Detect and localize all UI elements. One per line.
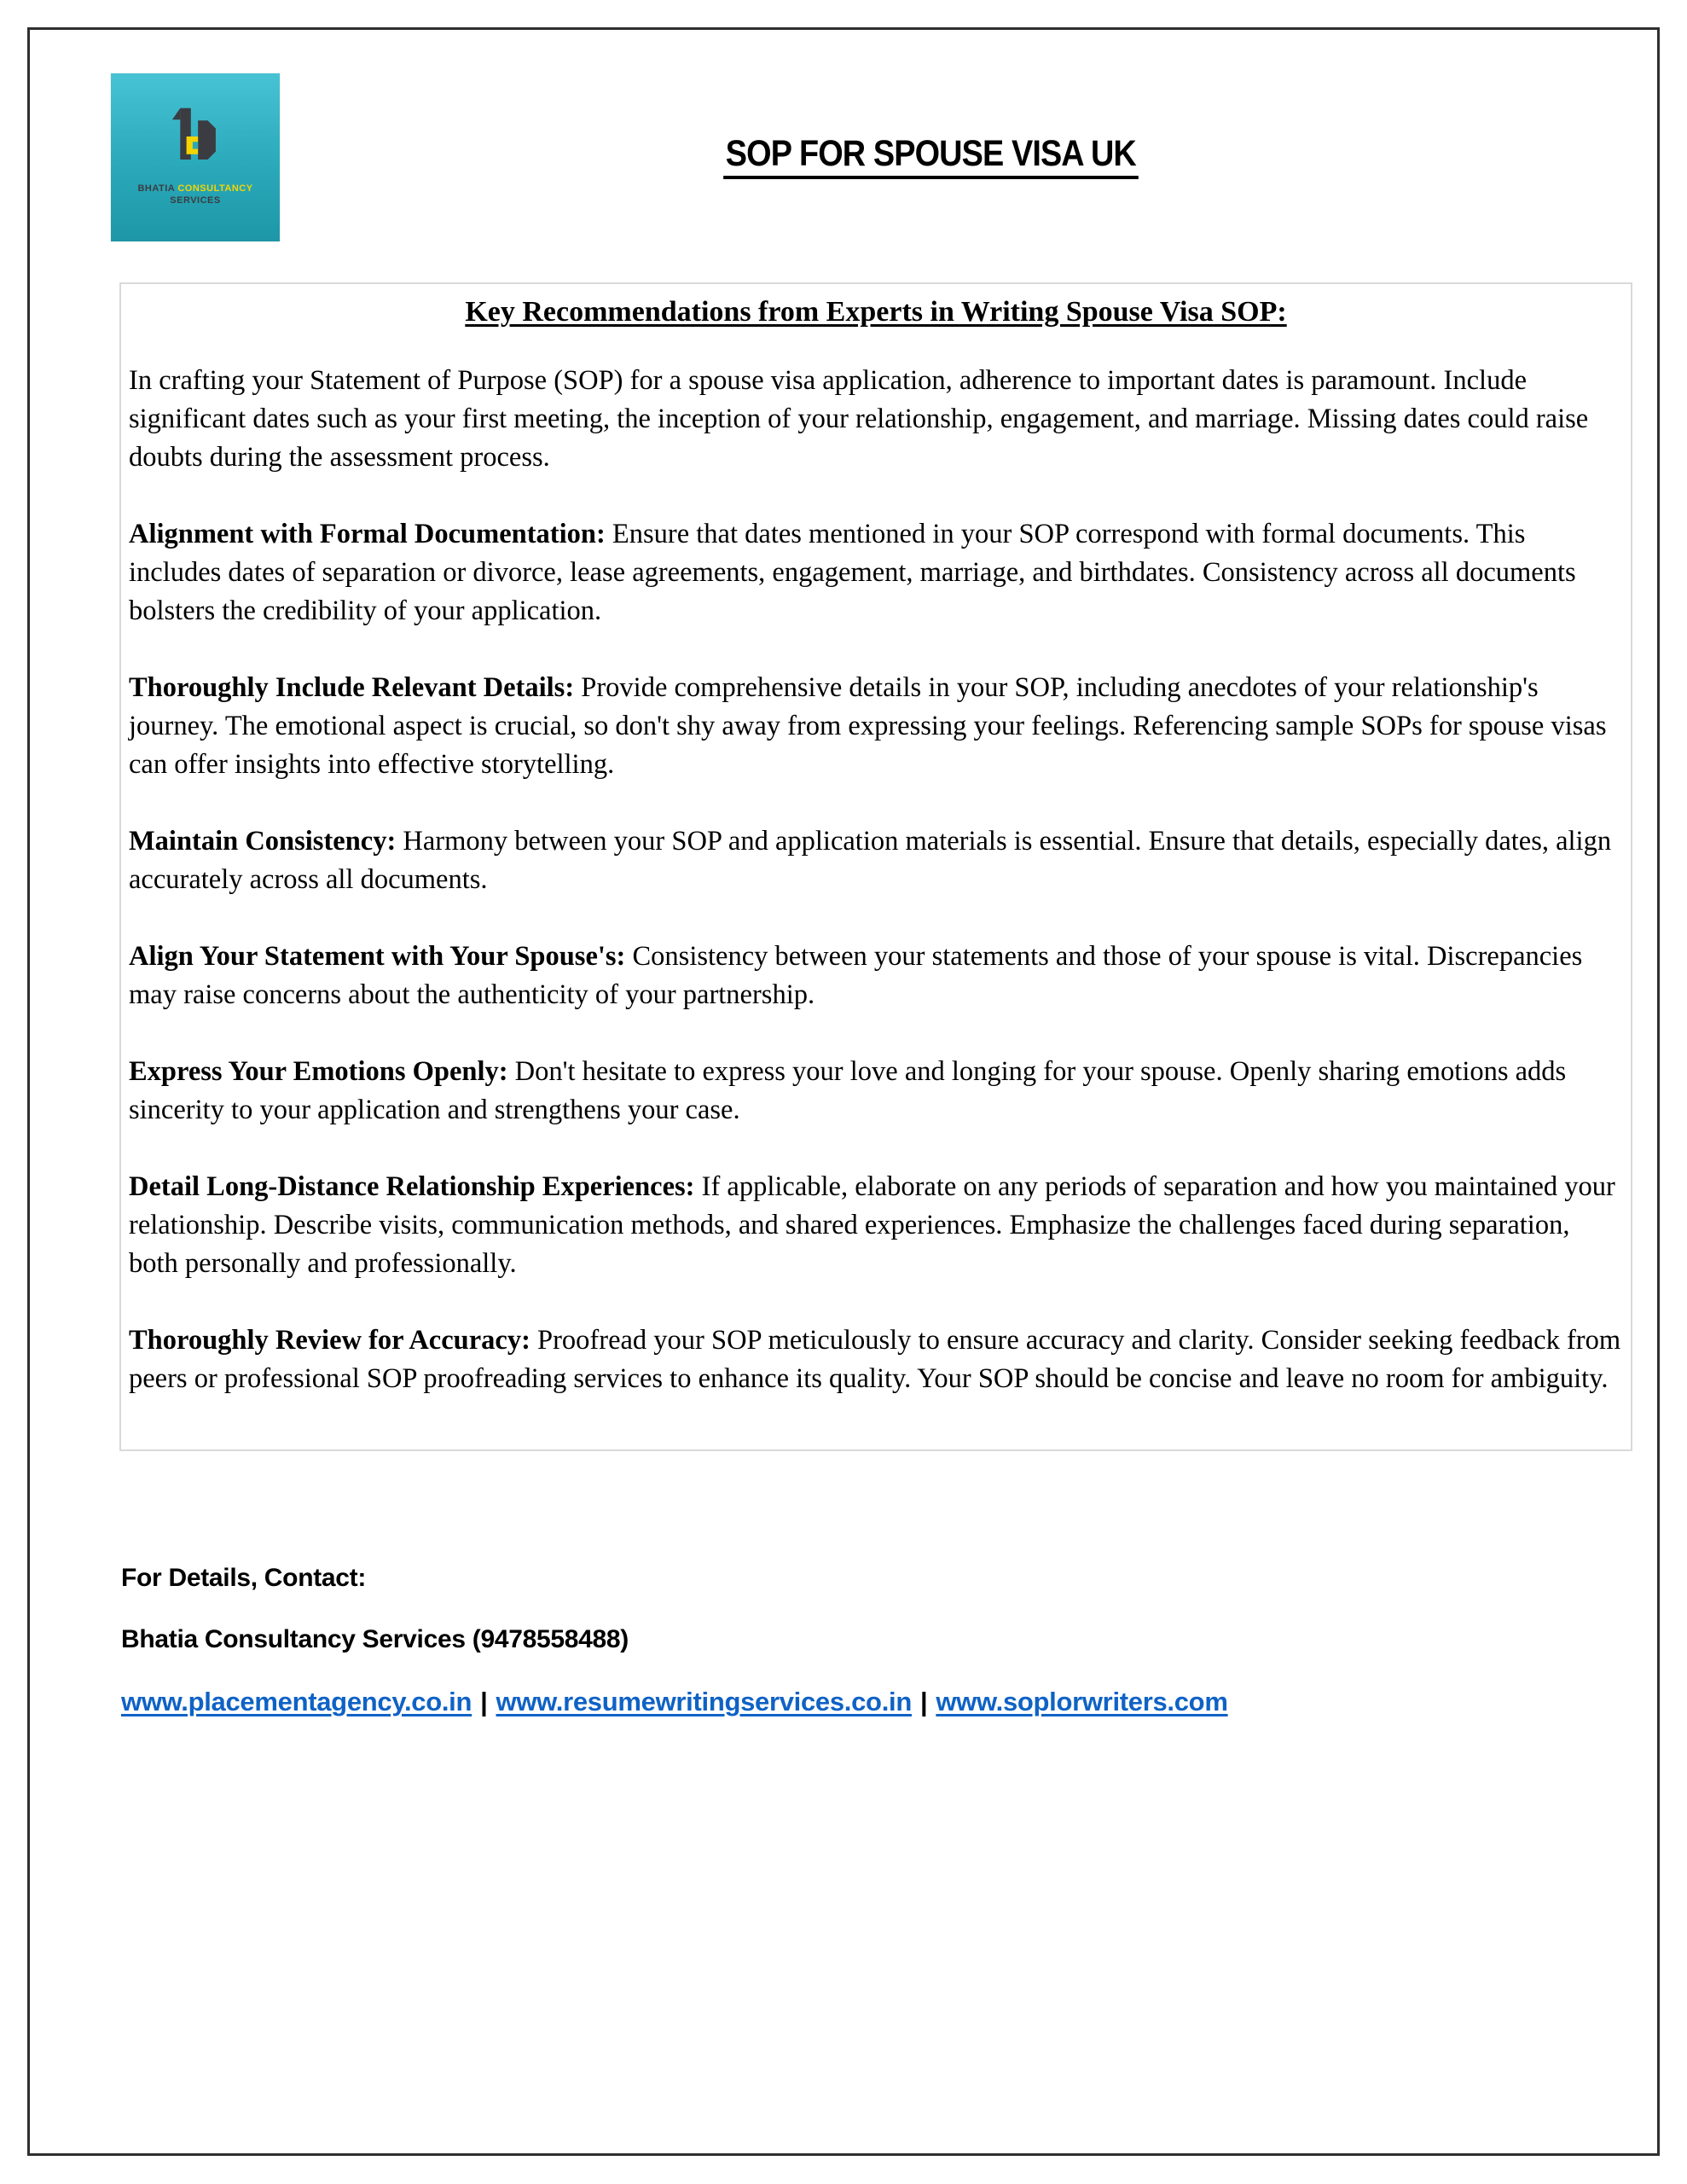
recommendation-text: If applicable, elaborate on any periods of separation and how you maintained your relationship. Describe visits, communication methods, and shared experiences. Emphasize the challenges faced during separation, both personally and professionally.: [129, 1171, 1615, 1279]
recommendation-label: Alignment with Formal Documentation:: [129, 519, 606, 549]
link-placementagency[interactable]: www.placementagency.co.in: [121, 1687, 472, 1716]
link-separator: |: [919, 1687, 928, 1716]
link-soplorwriters[interactable]: www.soplorwriters.com: [936, 1687, 1228, 1716]
page-title: SOP FOR SPOUSE VISA UK: [723, 133, 1138, 179]
section-heading: Key Recommendations from Experts in Writing Spouse Visa SOP:: [465, 296, 1287, 328]
link-resumewritingservices[interactable]: www.resumewritingservices.co.in: [496, 1687, 912, 1716]
website-links: [121, 1686, 1228, 1718]
logo-wordmark: [137, 183, 252, 206]
document-header: [0, 133, 1687, 179]
intro-paragraph: In crafting your Statement of Purpose (SOP) for a spouse visa application, adherence to important dates is paramount. Include significant dates such as your first meeting, the inception of your relationship, engagement, and marriage. Missing dates could raise doubts during the assessment process.: [129, 365, 1589, 473]
recommendation-label: Align Your Statement with Your Spouse's:: [129, 941, 626, 972]
recommendation-text: Proofread your SOP meticulously to ensure accuracy and clarity. Consider seeking feedback from peers or professional SOP proofreading services to enhance its quality. Your SOP should be concise and leave no room for ambiguity.: [129, 1325, 1621, 1394]
recommendation-paragraph: [129, 1053, 1623, 1130]
recommendation-text: Don't hesitate to express your love and longing for your spouse. Openly sharing emotions adds sincerity to your application and strengthens your case.: [129, 1056, 1567, 1125]
recommendation-paragraph: [129, 938, 1623, 1014]
contact-heading: For Details, Contact:: [121, 1564, 367, 1592]
logo-word-bhatia: BHATIA: [137, 183, 175, 194]
logo-word-services: SERVICES: [170, 195, 221, 206]
recommendation-text: Provide comprehensive details in your SOP, including anecdotes of your relationship's journey. The emotional aspect is crucial, so don't shy away from expressing your feelings. Referencing sample SOPs for spouse visas can offer insights into effective storytelling.: [129, 672, 1607, 780]
link-separator: |: [480, 1687, 488, 1716]
recommendation-label: Thoroughly Include Relevant Details:: [129, 672, 575, 703]
recommendation-label: Express Your Emotions Openly:: [129, 1056, 508, 1087]
recommendation-text: Harmony between your SOP and application materials is essential. Ensure that details, especially dates, align accurately across all documents.: [129, 826, 1612, 895]
recommendation-paragraph: [129, 822, 1623, 899]
company-name-phone: Bhatia Consultancy Services (9478558488): [121, 1625, 629, 1653]
recommendation-label: Detail Long-Distance Relationship Experiences:: [129, 1171, 695, 1202]
recommendation-paragraph: [129, 669, 1623, 784]
recommendation-label: Maintain Consistency:: [129, 826, 397, 857]
recommendation-paragraph: [129, 515, 1623, 630]
logo-word-consultancy: CONSULTANCY: [177, 183, 253, 194]
recommendation-label: Thoroughly Review for Accuracy:: [129, 1325, 530, 1356]
recommendation-text: Consistency between your statements and those of your spouse is vital. Discrepancies may raise concerns about the authenticity of your partnership.: [129, 941, 1583, 1010]
recommendation-paragraph: [129, 1321, 1623, 1398]
recommendation-text: Ensure that dates mentioned in your SOP correspond with formal documents. This includes dates of separation or divorce, lease agreements, engagement, marriage, and birthdates. Consistency across all documents bolsters the credibility of your application.: [129, 519, 1576, 626]
recommendation-paragraph: [129, 1168, 1623, 1283]
recommendations-box: [119, 282, 1632, 1451]
